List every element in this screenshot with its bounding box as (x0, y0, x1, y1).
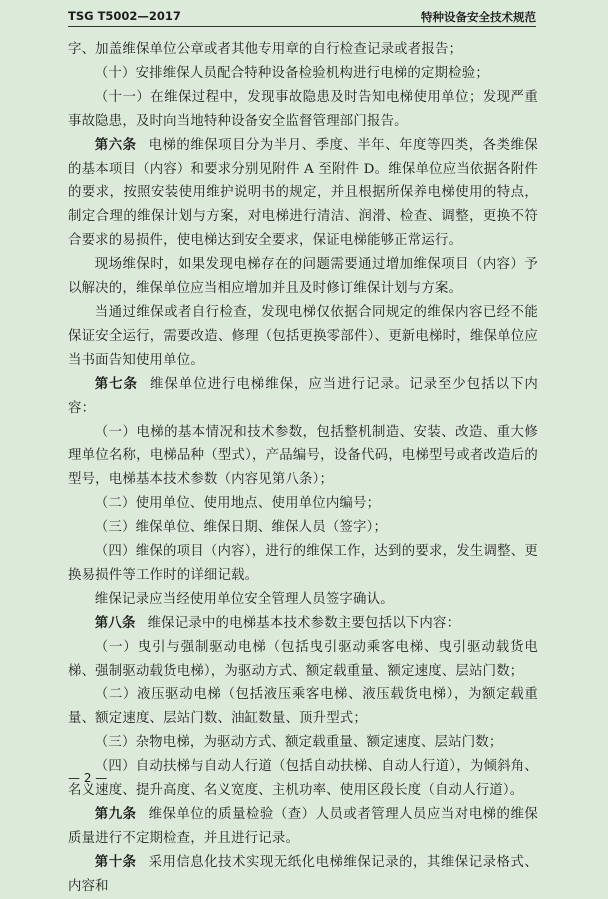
paragraph-text: 现场维保时，如果发现电梯存在的问题需要通过增加维保项目（内容）予以解决的，维保单位应当相应增加并且及时修订维保计划与方案。 (68, 257, 538, 297)
article-paragraph (68, 134, 538, 254)
paragraph (68, 38, 538, 62)
paragraph (68, 421, 538, 493)
series-title: 特种设备安全技术规范 (421, 10, 536, 24)
page-number: — 2 — (68, 771, 108, 785)
paragraph (68, 636, 538, 684)
paragraph-text: 电梯的维保项目分为半月、季度、半年、年度等四类，各类维保的基本项目（内容）和要求分别见附件 A 至附件 D。维保单位应当依据各附件的要求，按照安装使用维护说明书的规定，并且根据所保养电梯使用的特点，制定合理的维保计划与方案，对电梯进行清洁、润滑、检查、调整，更换不符合要求的易损件，使电梯达到安全要求，保证电梯能够正常运行。 (68, 137, 538, 249)
paragraph-text: 维保单位的质量检验（查）人员或者管理人员应当对电梯的维保质量进行不定期检查，并且进行记录。 (68, 807, 538, 846)
paragraph-text: 维保记录中的电梯基本技术参数主要包括以下内容： (147, 615, 461, 631)
paragraph (68, 588, 538, 612)
paragraph (68, 86, 538, 134)
paragraph-text: （一）曳引与强制驱动电梯（包括曳引驱动乘客电梯、曳引驱动载货电梯、强制驱动载货电梯），为驱动方式、额定载重量、额定速度、层站门数； (68, 639, 538, 679)
paragraph-text: （二）液压驱动电梯（包括液压乘客电梯、液压载货电梯），为额定载重量、额定速度、层站门数、油缸数量、顶升型式； (68, 687, 538, 727)
paragraph (68, 683, 538, 731)
article-paragraph (68, 612, 538, 636)
paragraph (68, 301, 538, 373)
article-number: 第八条 (94, 615, 136, 631)
paragraph (68, 492, 538, 516)
paragraph-text: （四）自动扶梯与自动人行道（包括自动扶梯、自动人行道），为倾斜角、名义速度、提升高度、名义宽度、主机功率、使用区段长度（自动人行道）。 (68, 759, 538, 799)
article-number: 第六条 (94, 137, 137, 153)
paragraph-text: 采用信息化技术实现无纸化电梯维保记录的，其维保记录格式、内容和 (68, 854, 538, 894)
paragraph (68, 755, 538, 803)
article-number: 第九条 (94, 807, 137, 822)
paragraph-text: （一）电梯的基本情况和技术参数，包括整机制造、安装、改造、重大修理单位名称，电梯品种（型式），产品编号，设备代码，电梯型号或者改造后的型号，电梯基本技术参数（内容见第八条）； (68, 424, 538, 488)
paragraph-text: （十）安排维保人员配合特种设备检验机构进行电梯的定期检验； (94, 65, 489, 81)
article-number: 第七条 (94, 376, 138, 392)
paragraph-text: 维保记录应当经使用单位安全管理人员签字确认。 (94, 591, 394, 607)
page-header (68, 6, 536, 27)
paragraph-text: （三）杂物电梯，为驱动方式、额定载重量、额定速度、层站门数； (94, 735, 503, 751)
article-paragraph (68, 851, 538, 899)
paragraph (68, 253, 538, 301)
paragraph-text: 当通过维保或者自行检查，发现电梯仅依据合同规定的维保内容已经不能保证安全运行，需要改造、修理（包括更换零部件）、更新电梯时，维保单位应当书面告知使用单位。 (68, 304, 538, 368)
paragraph-text: （十一）在维保过程中，发现事故隐患及时告知电梯使用单位；发现严重事故隐患，及时向当地特种设备安全监督管理部门报告。 (68, 89, 538, 129)
paragraph-text: 维保单位进行电梯维保，应当进行记录。记录至少包括以下内容： (68, 376, 538, 416)
paragraph-text: （三）维保单位、维保日期、维保人员（签字）； (94, 520, 388, 536)
article-number: 第十条 (94, 854, 137, 870)
paragraph (68, 540, 538, 588)
paragraph-text: （二）使用单位、使用地点、使用单位内编号； (94, 496, 381, 512)
standard-code: TSG T5002—2017 (68, 9, 181, 23)
article-paragraph (68, 373, 538, 421)
document-body (68, 38, 538, 899)
article-paragraph (68, 803, 538, 851)
paragraph-text: 字、加盖维保单位公章或者其他专用章的自行检查记录或者报告； (68, 42, 463, 57)
paragraph (68, 516, 538, 540)
paragraph (68, 62, 538, 86)
paragraph-text: （四）维保的项目（内容），进行的维保工作，达到的要求，发生调整、更换易损件等工作时的详细记载。 (68, 544, 538, 583)
paragraph (68, 731, 538, 755)
